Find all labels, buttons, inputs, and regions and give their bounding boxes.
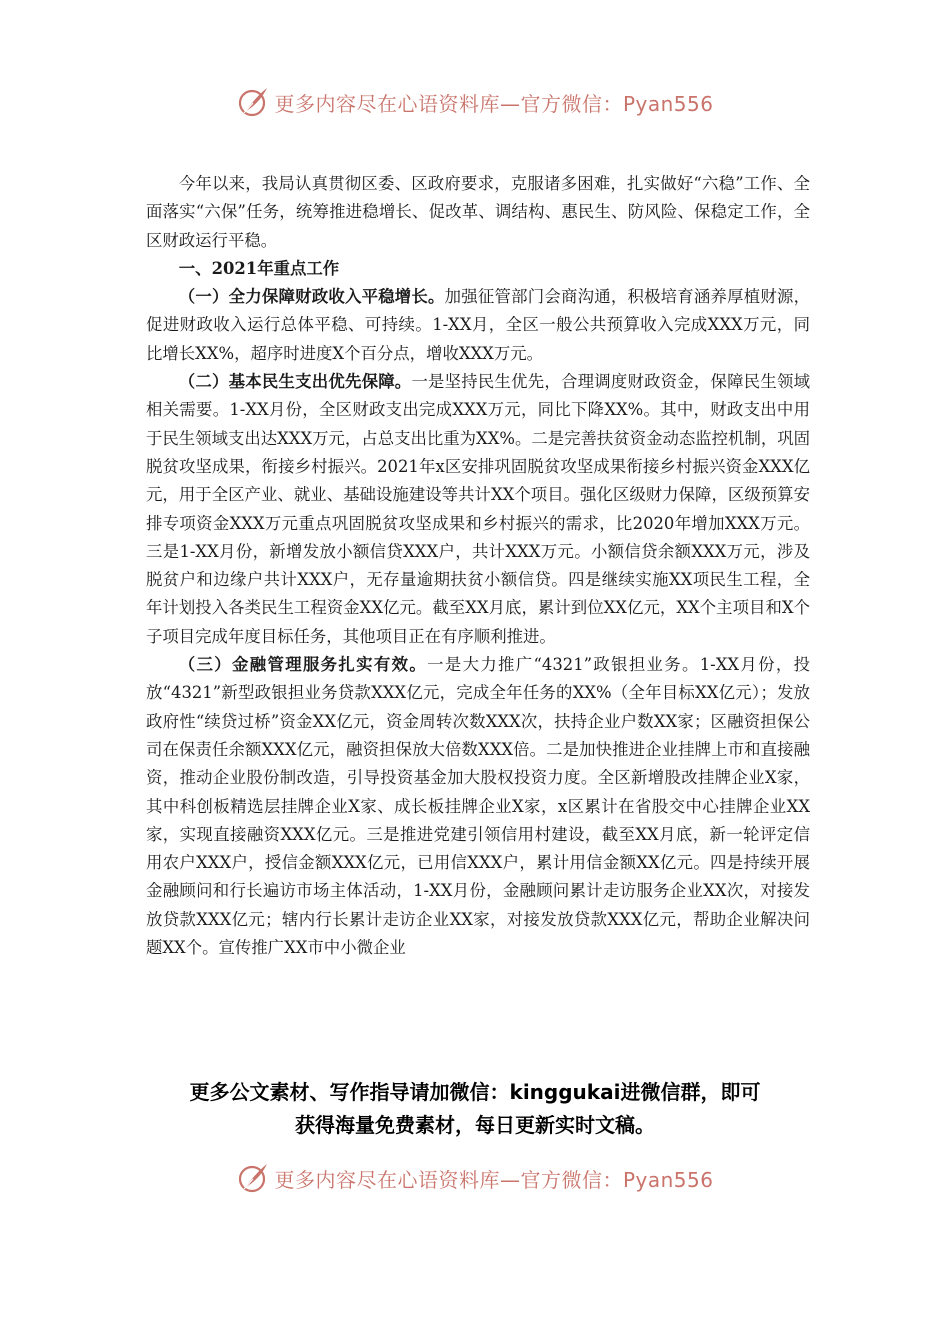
item-2-body: 一是坚持民生优先，合理调度财政资金，保障民生领域相关需要。1-XX月份，全区财政支出完成XXX万元，同比下降XX%。其中，财政支出中用于民生领域支出达XXX万元，占总支出比重为XX%。二是完善扶贫资金动态监控机制，巩固脱贫攻坚成果，衔接乡村振兴。2021年x区安排巩固脱贫攻坚成果衔接乡村振兴资金XXX亿元，用于全区产业、就业、基础设施建设等共计XX个项目。强化区级财力保障，区级预算安排专项资金XXX万元重点巩固脱贫攻坚成果和乡村振兴的需求，比2020年增加XXX万元。三是1-XX月份，新增发放小额信贷XXX户，共计XXX万元。小额信贷余额XXX万元，涉及脱贫户和边缘户共计XXX户，无存量逾期扶贫小额信贷。四是继续实施XX项民生工程，全年计划投入各类民生工程资金XX亿元。截至XX月底，累计到位XX亿元，XX个主项目和X个子项目完成年度目标任务，其他项目正在有序顺利推进。 (146, 372, 811, 646)
feather-quill-icon (236, 1161, 270, 1195)
item-1-title: （一）全力保障财政收入平稳增长。 (178, 287, 445, 307)
item-3-title: （三）金融管理服务扎实有效。 (178, 655, 428, 675)
watermark-text: 更多内容尽在心语资料库—官方微信：Pyan556 (274, 1167, 714, 1192)
item-2-title: （二）基本民生支出优先保障。 (178, 372, 412, 392)
promo-notice (100, 1076, 850, 1142)
document-body (146, 170, 810, 962)
watermark-banner-top (0, 82, 950, 122)
watermark-text: 更多内容尽在心语资料库—官方微信：Pyan556 (274, 91, 714, 116)
paragraph-item-1 (146, 283, 810, 368)
paragraph-item-2 (146, 368, 810, 651)
promo-line-1: 更多公文素材、写作指导请加微信：kinggukai进微信群，即可 (189, 1080, 761, 1104)
watermark-banner-bottom (0, 1158, 950, 1198)
section-heading: 一、2021年重点工作 (178, 258, 340, 278)
intro-paragraph: 今年以来，我局认真贯彻区委、区政府要求，克服诸多困难，扎实做好“六稳”工作、全面落实“六保”任务，统筹推进稳增长、促改革、调结构、惠民生、防风险、保稳定工作，全区财政运行平稳。 (146, 174, 810, 250)
item-1-body: 加强征管部门会商沟通，积极培育涵养厚植财源，促进财政收入运行总体平稳、可持续。1-XX月，全区一般公共预算收入完成XXX万元，同比增长XX%，超序时进度X个百分点，增收XXX万元。 (146, 287, 811, 363)
paragraph-item-3 (146, 651, 810, 962)
item-3-body: 一是大力推广“4321”政银担业务。1-XX月份，投放“4321”新型政银担业务贷款XXX亿元，完成全年任务的XX%（全年目标XX亿元）；发放政府性“续贷过桥”资金XX亿元，资金周转次数XXX次，扶持企业户数XX家；区融资担保公司在保责任余额XXX亿元，融资担保放大倍数XXX倍。二是加快推进企业挂牌上市和直接融资，推动企业股份制改造，引导投资基金加大股权投资力度。全区新增股改挂牌企业X家，其中科创板精选层挂牌企业X家、成长板挂牌企业X家，x区累计在省股交中心挂牌企业XX家，实现直接融资XXX亿元。三是推进党建引领信用村建设，截至XX月底，新一轮评定信用农户XXX户，授信金额XXX亿元，已用信XXX户，累计用信金额XX亿元。四是持续开展金融顾问和行长遍访市场主体活动，1-XX月份，金融顾问累计走访服务企业XX次，对接发放贷款XXX亿元；辖内行长累计走访企业XX家，对接发放贷款XXX亿元，帮助企业解决问题XX个。宣传推广XX市中小微企业 (146, 655, 811, 958)
feather-quill-icon (236, 85, 270, 119)
promo-line-2: 获得海量免费素材，每日更新实时文稿。 (295, 1113, 655, 1137)
